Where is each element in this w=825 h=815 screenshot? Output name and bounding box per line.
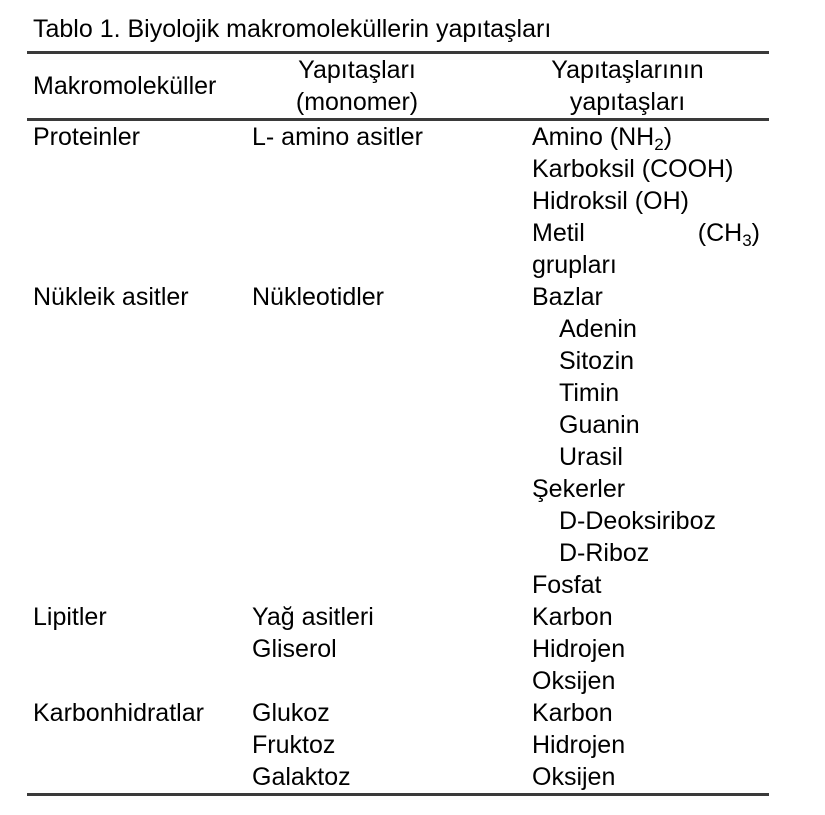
text-run: Oksijen xyxy=(532,763,616,791)
table-row xyxy=(27,601,769,697)
table-row xyxy=(27,121,769,281)
text-segment xyxy=(33,123,140,151)
text-segment xyxy=(252,123,423,151)
text-segment xyxy=(551,56,703,84)
text-segment xyxy=(570,88,685,116)
macromolecules-table xyxy=(27,51,769,796)
text-run: D-Deoksiriboz xyxy=(559,507,716,535)
text-run: Karbon xyxy=(532,699,613,727)
text-run: Lipitler xyxy=(33,603,107,631)
text-run: Guanin xyxy=(559,411,640,439)
subunit-name xyxy=(532,537,760,569)
table-row xyxy=(27,281,769,601)
cell-subunits xyxy=(532,601,769,697)
text-segment xyxy=(532,667,615,695)
text-run: Nükleotidler xyxy=(252,283,385,311)
text-segment xyxy=(532,475,625,503)
text-segment xyxy=(532,283,603,311)
text-run: Nükleik asitler xyxy=(33,283,189,311)
text-run: Amino (NH xyxy=(532,123,655,151)
cell-monomers xyxy=(252,121,532,281)
text-segment xyxy=(559,443,623,471)
cell-subunits xyxy=(532,697,769,793)
text-run: Gliserol xyxy=(252,635,337,663)
text-segment xyxy=(532,603,613,631)
text-run: Urasil xyxy=(559,443,623,471)
cell-subunits xyxy=(532,281,769,601)
subunit-name xyxy=(532,217,760,249)
subunit-name xyxy=(532,633,760,665)
text-run: Şekerler xyxy=(532,475,626,503)
text-run: Glukoz xyxy=(252,699,330,727)
macromolecule-name xyxy=(33,121,252,153)
text-segment xyxy=(33,72,216,100)
text-segment xyxy=(532,699,613,727)
text-run: yapıtaşları xyxy=(569,88,686,116)
text-run: Hidroksil (OH) xyxy=(532,187,689,215)
text-run: Hidrojen xyxy=(532,731,626,759)
text-run: Metil xyxy=(532,219,585,247)
macromolecule-name xyxy=(33,697,252,729)
subunit-name xyxy=(532,665,760,697)
text-run: Fosfat xyxy=(532,571,602,599)
subunit-name xyxy=(532,441,760,473)
text-run: Adenin xyxy=(559,315,637,343)
text-run: Makromoleküller xyxy=(33,72,217,100)
text-segment xyxy=(559,379,619,407)
header-line xyxy=(252,86,462,118)
column-header-subunits xyxy=(532,54,769,118)
monomer-name xyxy=(252,633,532,665)
text-segment xyxy=(532,763,615,791)
subunit-name xyxy=(532,409,760,441)
monomer-name xyxy=(252,761,532,793)
subunit-name xyxy=(532,313,760,345)
text-run: ) xyxy=(663,123,673,151)
monomer-name xyxy=(252,729,532,761)
text-run: (monomer) xyxy=(295,88,419,116)
cell-subunits xyxy=(532,121,769,281)
text-segment xyxy=(33,603,107,631)
text-run: D-Riboz xyxy=(559,539,650,567)
text-run: grupları xyxy=(532,251,617,279)
subunit-name xyxy=(532,601,760,633)
subunit-name xyxy=(532,729,760,761)
text-run: Karboksil (COOH) xyxy=(532,155,734,183)
text-segment xyxy=(532,571,601,599)
text-segment xyxy=(33,699,204,727)
monomer-name xyxy=(252,697,532,729)
subunit-name xyxy=(532,185,760,217)
text-run: Karbonhidratlar xyxy=(33,699,204,727)
text-segment xyxy=(298,56,416,84)
text-segment xyxy=(698,217,760,249)
column-header-monomers xyxy=(252,54,532,118)
subunit-name xyxy=(532,121,760,153)
text-run: Fruktoz xyxy=(252,731,336,759)
table-header-row xyxy=(27,51,769,121)
header-line xyxy=(252,54,462,86)
macromolecule-name xyxy=(33,281,252,313)
text-segment xyxy=(532,635,625,663)
text-segment xyxy=(559,539,649,567)
text-run: Proteinler xyxy=(33,123,140,151)
text-run: Oksijen xyxy=(532,667,616,695)
subunit-name xyxy=(532,153,760,185)
text-run: Galaktoz xyxy=(252,763,351,791)
text-run: Yapıtaşları xyxy=(298,56,416,84)
text-segment xyxy=(252,603,374,631)
table-body xyxy=(27,121,769,796)
cell-macromolecule xyxy=(27,697,252,793)
text-segment xyxy=(559,347,634,375)
text-segment xyxy=(296,88,418,116)
header-line xyxy=(532,54,723,86)
text-segment xyxy=(33,283,189,311)
chemical-subscript: 3 xyxy=(742,231,752,250)
subunit-name xyxy=(532,505,760,537)
text-segment xyxy=(532,251,617,279)
cell-monomers xyxy=(252,601,532,697)
text-segment xyxy=(532,123,673,154)
text-segment xyxy=(252,699,330,727)
text-run: L- amino asitler xyxy=(252,123,423,151)
text-run: Yağ asitleri xyxy=(252,603,374,631)
cell-macromolecule xyxy=(27,281,252,601)
subunit-name xyxy=(532,473,760,505)
text-run: Sitozin xyxy=(559,347,635,375)
text-run: Yapıtaşlarının xyxy=(551,56,704,84)
monomer-name xyxy=(252,121,532,153)
text-segment xyxy=(252,635,337,663)
text-segment xyxy=(252,763,351,791)
text-segment xyxy=(252,283,384,311)
text-segment xyxy=(532,155,733,183)
text-segment xyxy=(559,507,716,535)
header-line xyxy=(532,86,723,118)
cell-monomers xyxy=(252,697,532,793)
monomer-name xyxy=(252,601,532,633)
text-segment xyxy=(532,187,689,215)
subunit-name xyxy=(532,281,760,313)
text-segment xyxy=(532,217,585,249)
text-segment xyxy=(559,315,637,343)
text-run: ) xyxy=(751,219,760,247)
table-row xyxy=(27,697,769,793)
subunit-name xyxy=(532,249,760,281)
text-run: Timin xyxy=(559,379,620,407)
subunit-name xyxy=(532,377,760,409)
text-segment xyxy=(252,731,335,759)
subunit-name xyxy=(532,569,760,601)
macromolecule-name xyxy=(33,601,252,633)
text-run: (CH xyxy=(697,219,743,247)
cell-macromolecule xyxy=(27,601,252,697)
table-caption: Tablo 1. Biyolojik makromoleküllerin yapıtaşları xyxy=(33,15,552,43)
header-line xyxy=(33,70,252,102)
subunit-name xyxy=(532,761,760,793)
text-segment xyxy=(532,731,625,759)
column-header-macromolecules xyxy=(27,54,252,118)
subunit-name xyxy=(532,345,760,377)
text-run: Karbon xyxy=(532,603,613,631)
subunit-name xyxy=(532,697,760,729)
cell-monomers xyxy=(252,281,532,601)
chemical-subscript: 2 xyxy=(654,135,664,154)
text-run: Bazlar xyxy=(532,283,603,311)
cell-macromolecule xyxy=(27,121,252,281)
text-segment xyxy=(559,411,640,439)
monomer-name xyxy=(252,281,532,313)
text-run: Hidrojen xyxy=(532,635,626,663)
